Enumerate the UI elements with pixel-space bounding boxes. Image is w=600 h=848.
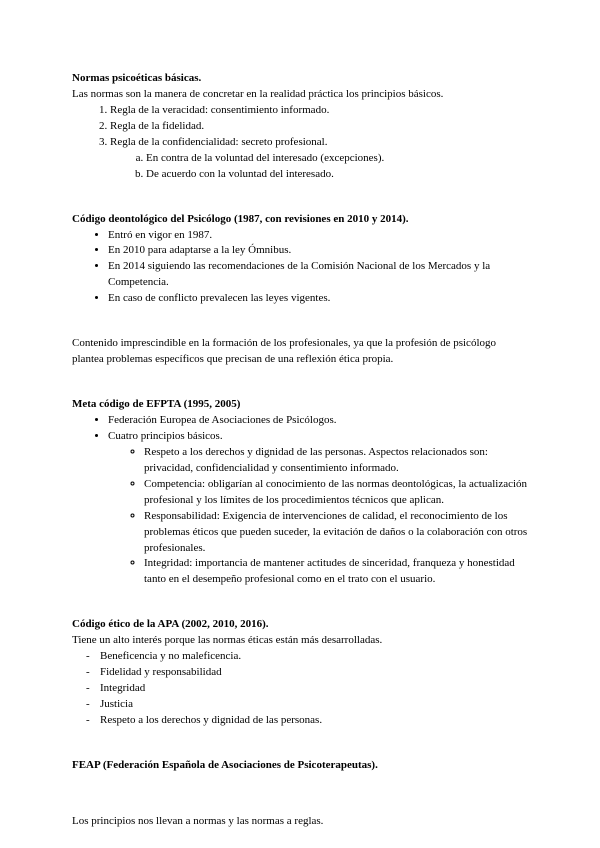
confidencialidad-sub-list (110, 151, 528, 183)
section-heading: Código deontológico del Psicólogo (1987, con revisiones en 2010 y 2014). (72, 212, 409, 225)
section-meta-codigo-efpta (72, 397, 528, 588)
principles-sub-list (108, 445, 528, 588)
list-item: ◦ Competencia: obligarían al conocimiento de las normas deontológicas, la actualización profesional y los límites de los procedimientos técnicos que aplican. (144, 477, 528, 509)
paragraph: Los principios nos llevan a normas y las normas a reglas. (72, 814, 324, 827)
list-item: ◦ Responsabilidad: Exigencia de intervenciones de calidad, el reconocimiento de los problemas éticos que pueden suceder, la evitación de daños o la colaboración con otros profesionales. (144, 509, 528, 557)
section-codigo-etico-apa (72, 617, 528, 729)
section-normas-psicoeticas (72, 71, 528, 183)
bullet-list (72, 228, 528, 308)
list-item: - Fidelidad y responsabilidad (100, 665, 528, 681)
list-item: - Beneficencia y no maleficencia. (100, 649, 528, 665)
list-item: - Respeto a los derechos y dignidad de las personas. (100, 713, 528, 729)
section-codigo-deontologico (72, 212, 528, 308)
section-heading: Normas psicoéticas básicas. (72, 72, 202, 84)
list-item: • En 2014 siguiendo las recomendaciones de la Comisión Nacional de los Mercados y la Competencia. (108, 259, 528, 291)
list-item: • Entró en vigor en 1987. (108, 228, 528, 244)
section-heading: Código ético de la APA (2002, 2010, 2016). (72, 618, 269, 631)
list-item: 2. Regla de la fidelidad. (110, 119, 528, 135)
list-item (110, 135, 528, 183)
section-heading: FEAP (Federación Española de Asociaciones de Psicoterapeutas). (72, 758, 378, 771)
list-item: a. En contra de la voluntad del interesado (excepciones). (146, 151, 528, 167)
contenido-paragraph-block (72, 336, 528, 368)
list-item (108, 429, 528, 588)
paragraph: Contenido imprescindible en la formación de los profesionales, ya que la profesión de psicólogo plantea problemas específicos que precisan de una reflexión ética propia. (72, 337, 496, 366)
dash-list (72, 649, 528, 729)
list-item-text: Regla de la confidencialidad: secreto profesional. (110, 135, 328, 148)
closing-paragraph-block (72, 814, 528, 830)
section-feap (72, 758, 528, 774)
bullet-list (72, 413, 528, 588)
section-intro-paragraph: Las normas son la manera de concretar en la realidad práctica los principios básicos. (72, 87, 444, 100)
list-item: - Integridad (100, 681, 528, 697)
list-item: • En caso de conflicto prevalecen las leyes vigentes. (108, 291, 528, 307)
list-item: b. De acuerdo con la voluntad del interesado. (146, 167, 528, 183)
list-item-text: Cuatro principios básicos. (108, 429, 223, 442)
section-heading: Meta código de EFPTA (1995, 2005) (72, 398, 241, 411)
list-item: ◦ Integridad: importancia de mantener actitudes de sinceridad, franqueza y honestidad tanto en el desempeño profesional como en el trato con el usuario. (144, 556, 528, 588)
list-item: - Justicia (100, 697, 528, 713)
list-item: • En 2010 para adaptarse a la ley Ómnibus. (108, 243, 528, 259)
section-intro-paragraph: Tiene un alto interés porque las normas éticas están más desarrolladas. (72, 634, 383, 647)
numbered-rules-list (72, 103, 528, 183)
list-item: 1. Regla de la veracidad: consentimiento informado. (110, 103, 528, 119)
list-item: ◦ Respeto a los derechos y dignidad de las personas. Aspectos relacionados son: privacidad, confidencialidad y consentimiento informado. (144, 445, 528, 477)
list-item: • Federación Europea de Asociaciones de Psicólogos. (108, 413, 528, 429)
